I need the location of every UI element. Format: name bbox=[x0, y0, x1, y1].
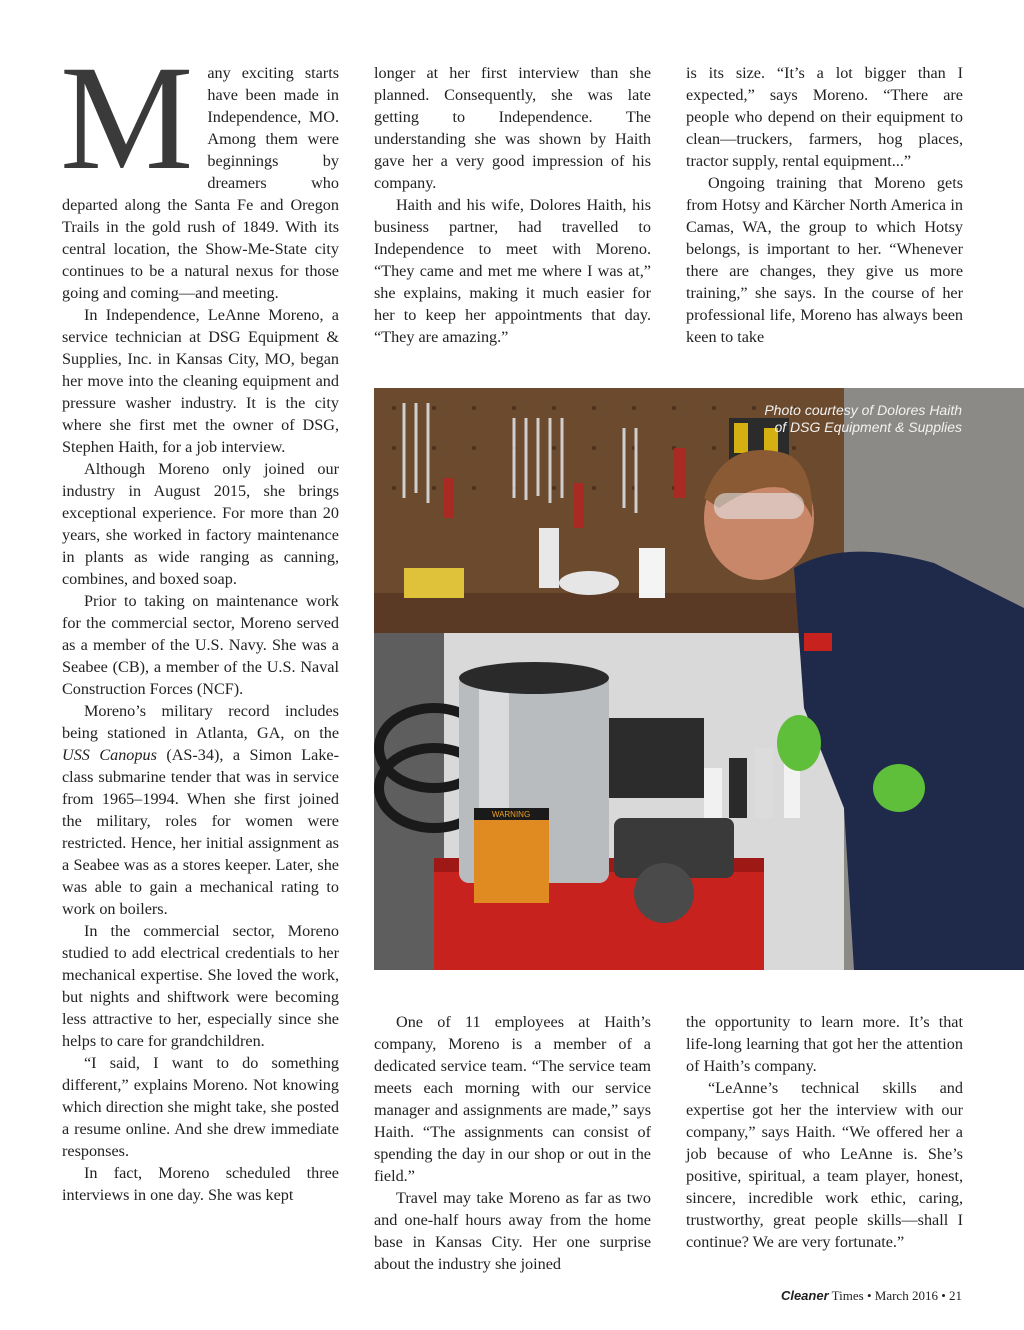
ship-name: USS Canopus bbox=[62, 746, 157, 764]
article-column-1 bbox=[60, 35, 339, 1206]
paragraph: Haith and his wife, Dolores Haith, his business partner, had travelled to Independence to meet with Moreno. “They came and met me where I was at,” she explains, making it much easier for her to keep her appointments that day. “They are amazing.” bbox=[374, 196, 651, 346]
paragraph: the opportunity to learn more. It’s that life-long learning that got her the attention of Haith’s company. bbox=[686, 1013, 963, 1075]
issue-date: • March 2016 • bbox=[863, 1288, 949, 1303]
paragraph: Prior to taking on maintenance work for the commercial sector, Moreno served as a member of the U.S. Navy. She was a Seabee (CB), a member of the U.S. Naval Construction Forces (NCF). bbox=[62, 592, 339, 698]
magazine-name-rest: Times bbox=[828, 1288, 864, 1303]
warning-label-text: WARNING bbox=[491, 810, 531, 819]
article-column-3-top bbox=[686, 62, 963, 348]
paragraph-text: (AS-34), a Simon Lake-class submarine tender that was in service from 1965–1994. When she first joined the military, roles for women were restricted. Hence, her initial assignment as a Seabee was as a stores keeper. Later, she was able to gain a mechanical rating to work on boilers. bbox=[62, 746, 339, 918]
page-number: 21 bbox=[949, 1288, 962, 1303]
paragraph: Although Moreno only joined our industry in August 2015, she brings exceptional experience. For more than 20 years, she worked in factory maintenance in plants as wide ranging as canning, combines, and boxed soap. bbox=[62, 460, 339, 588]
paragraph: Ongoing training that Moreno gets from Hotsy and Kärcher North America in Camas, WA, the group to which Hotsy belongs, is important to her. “Whenever there are changes, they give us more training,” she says. In the course of her professional life, Moreno has always been keen to take bbox=[686, 174, 963, 346]
workshop-photo-illustration bbox=[374, 388, 1024, 970]
article-column-2-bottom bbox=[374, 1011, 651, 1275]
page-footer bbox=[781, 1288, 962, 1304]
paragraph: In the commercial sector, Moreno studied to add electrical credentials to her mechanical expertise. She loved the work, but nights and shiftwork were becoming less attractive to her, especially since she helps to care for grandchildren. bbox=[62, 922, 339, 1050]
drop-cap: M bbox=[60, 35, 194, 201]
paragraph: “I said, I want to do something different,” explains Moreno. Not knowing which direction she might take, she posted a resume online. And she drew immediate responses. bbox=[62, 1054, 339, 1160]
paragraph: One of 11 employees at Haith’s company, Moreno is a member of a dedicated service team. “The service team meets each morning with our service manager and assignments are made,” says Haith. “The assignments can consist of spending the day in our shop or out in the field.” bbox=[374, 1013, 651, 1185]
paragraph: In Independence, LeAnne Moreno, a service technician at DSG Equipment & Supplies, Inc. in Kansas City, MO, began her move into the cleaning equipment and pressure washer industry. It is the city where she first met the owner of DSG, Stephen Haith, for a job interview. bbox=[62, 306, 339, 456]
magazine-name: Cleaner bbox=[780, 1288, 829, 1303]
paragraph-text: Moreno’s military record includes being stationed in Atlanta, GA, on the bbox=[62, 702, 339, 742]
photo-credit: Photo courtesy of Dolores Haith of DSG Equipment & Supplies bbox=[764, 402, 962, 435]
paragraph: is its size. “It’s a lot bigger than I expected,” says Moreno. “There are people who depend on their equipment to clean—truckers, farmers, hog places, tractor supply, rental equipment...” bbox=[686, 64, 963, 170]
paragraph: longer at her first interview than she planned. Consequently, she was late getting to Independence. The understanding she was shown by Haith gave her a very good impression of his company. bbox=[374, 64, 651, 192]
paragraph: “LeAnne’s technical skills and expertise got her the interview with our company,” says Haith. “We offered her a job because of who LeAnne is. She’s positive, spiritual, a team player, honest, sincere, incredible work ethic, caring, trustworthy, great people skills—shall I continue? We are very fortunate.” bbox=[686, 1079, 963, 1251]
article-column-3-bottom bbox=[686, 1011, 963, 1253]
article-column-2-top bbox=[374, 62, 651, 348]
paragraph bbox=[62, 700, 339, 920]
paragraph: Travel may take Moreno as far as two and one-half hours away from the home base in Kansas City. Her one surprise about the industry she joined bbox=[374, 1189, 651, 1273]
paragraph-text: any exciting starts have been made in Independence, MO. Among them were beginnings by dreamers who departed along the Santa Fe and Oregon Trails in the gold rush of 1849. With its central location, the Show-Me-State city continues to be a natural nexus for those going and coming—and meeting. bbox=[62, 64, 339, 302]
article-photo bbox=[374, 388, 1024, 970]
lead-paragraph bbox=[60, 35, 339, 304]
paragraph: In fact, Moreno scheduled three interviews in one day. She was kept bbox=[62, 1164, 339, 1204]
